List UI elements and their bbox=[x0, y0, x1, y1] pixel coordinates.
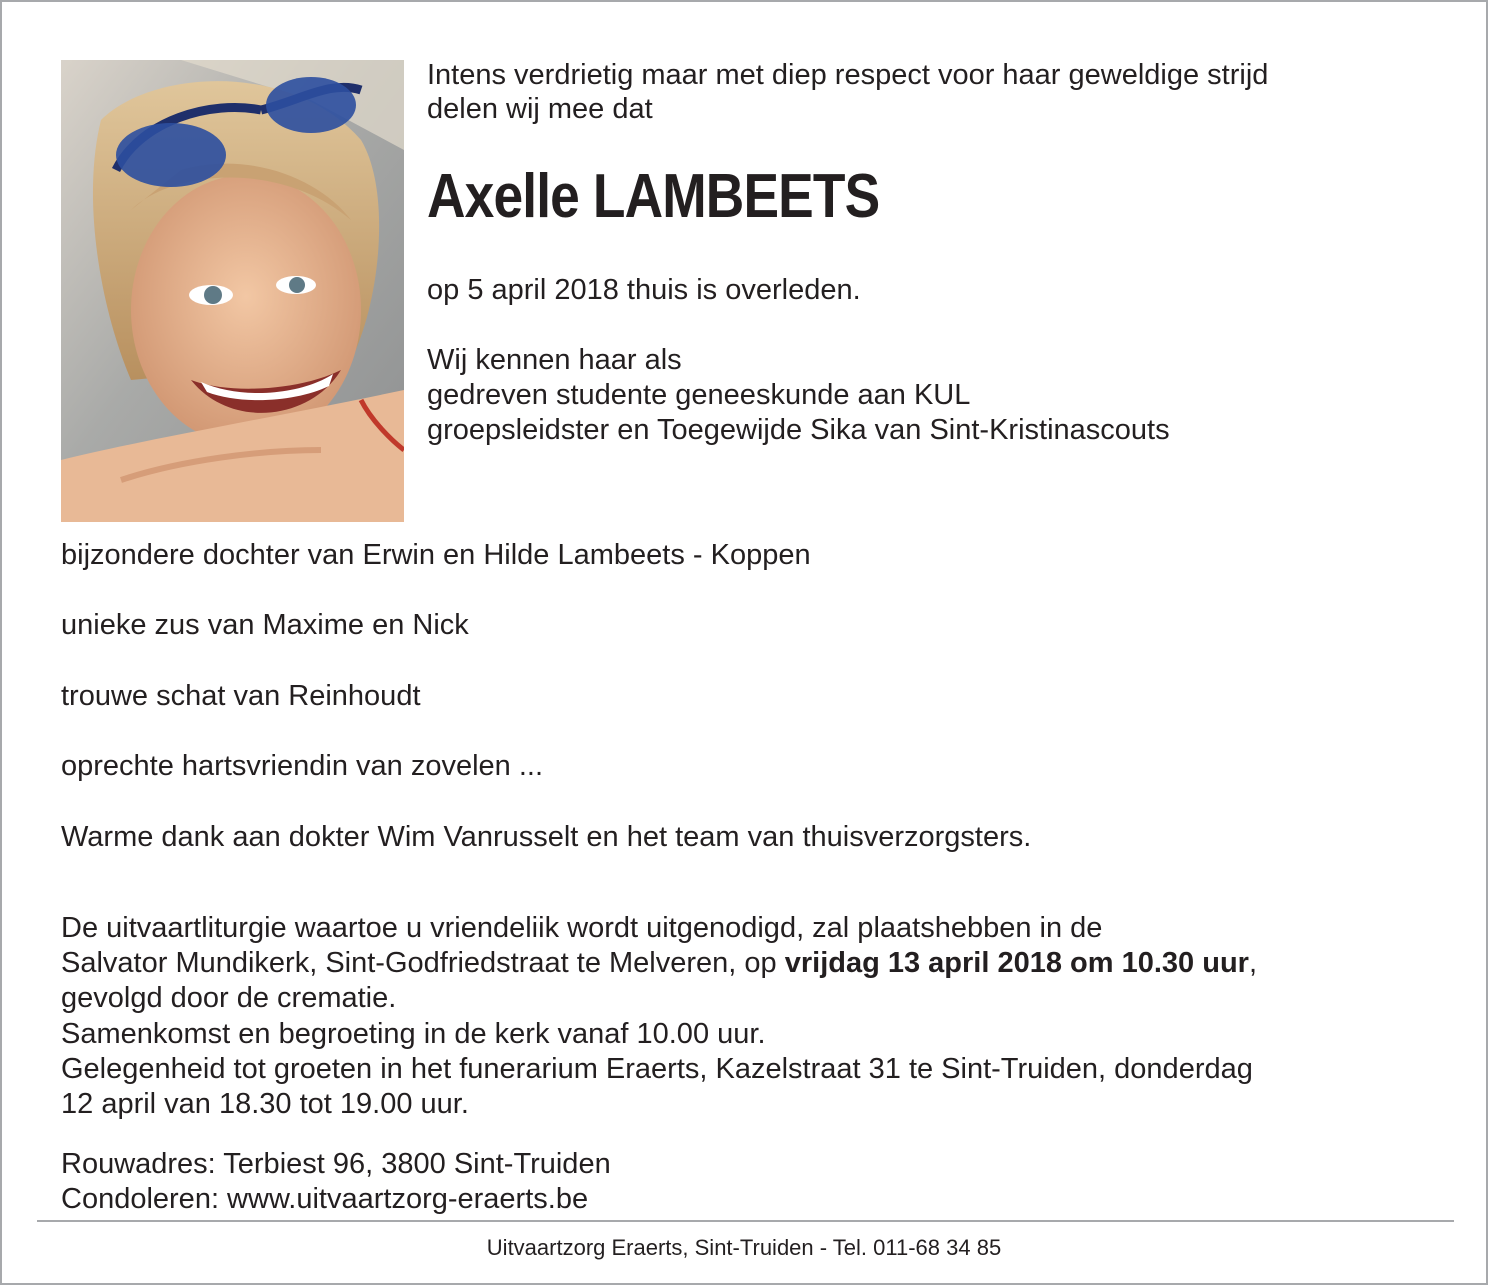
funeral-line-2 bbox=[61, 946, 1257, 981]
death-notice: op 5 april 2018 thuis is overleden. bbox=[427, 274, 861, 306]
portrait-illustration bbox=[61, 60, 404, 522]
intro-line-2: delen wij mee dat bbox=[427, 93, 653, 125]
funeral-line-6: 12 april van 18.30 tot 19.00 uur. bbox=[61, 1088, 469, 1120]
relation-sister: unieke zus van Maxime en Nick bbox=[61, 609, 469, 641]
intro-line-1: Intens verdrietig maar met diep respect voor haar geweldige strijd bbox=[427, 59, 1269, 91]
footer-divider bbox=[37, 1220, 1454, 1222]
funeral-location: Salvator Mundikerk, Sint-Godfriedstraat te Melveren, op bbox=[61, 947, 785, 979]
condolences-link[interactable]: Condoleren: www.uitvaartzorg-eraerts.be bbox=[61, 1183, 589, 1215]
relation-daughter: bijzondere dochter van Erwin en Hilde Lambeets - Koppen bbox=[61, 539, 811, 571]
funeral-datetime: vrijdag 13 april 2018 om 10.30 uur bbox=[784, 947, 1249, 979]
relation-friend: oprechte hartsvriendin van zovelen ... bbox=[61, 750, 543, 782]
funeral-line-4: Samenkomst en begroeting in de kerk vanaf 10.00 uur. bbox=[61, 1018, 766, 1050]
thanks-note: Warme dank aan dokter Wim Vanrusselt en het team van thuisverzorgsters. bbox=[61, 821, 1032, 853]
mourning-address: Rouwadres: Terbiest 96, 3800 Sint-Truiden bbox=[61, 1148, 611, 1180]
known-as-item: groepsleidster en Toegewijde Sika van Sint-Kristinascouts bbox=[427, 414, 1170, 446]
known-as-item: gedreven studente geneeskunde aan KUL bbox=[427, 379, 971, 411]
funeral-line-1: De uitvaartliturgie waartoe u vriendeliik wordt uitgenodigd, zal plaatshebben in de bbox=[61, 912, 1103, 944]
funeral-line-3: gevolgd door de crematie. bbox=[61, 982, 397, 1014]
footer-funeral-home: Uitvaartzorg Eraerts, Sint-Truiden - Tel. 011-68 34 85 bbox=[486, 1235, 1002, 1260]
known-as-heading: Wij kennen haar als bbox=[427, 344, 682, 376]
relation-partner: trouwe schat van Reinhoudt bbox=[61, 680, 421, 712]
deceased-name: Axelle LAMBEETS bbox=[427, 162, 880, 231]
funeral-comma: , bbox=[1248, 947, 1258, 979]
portrait-photo bbox=[61, 60, 404, 522]
funeral-line-5: Gelegenheid tot groeten in het funerarium Eraerts, Kazelstraat 31 te Sint-Truiden, donderdag bbox=[61, 1053, 1253, 1085]
